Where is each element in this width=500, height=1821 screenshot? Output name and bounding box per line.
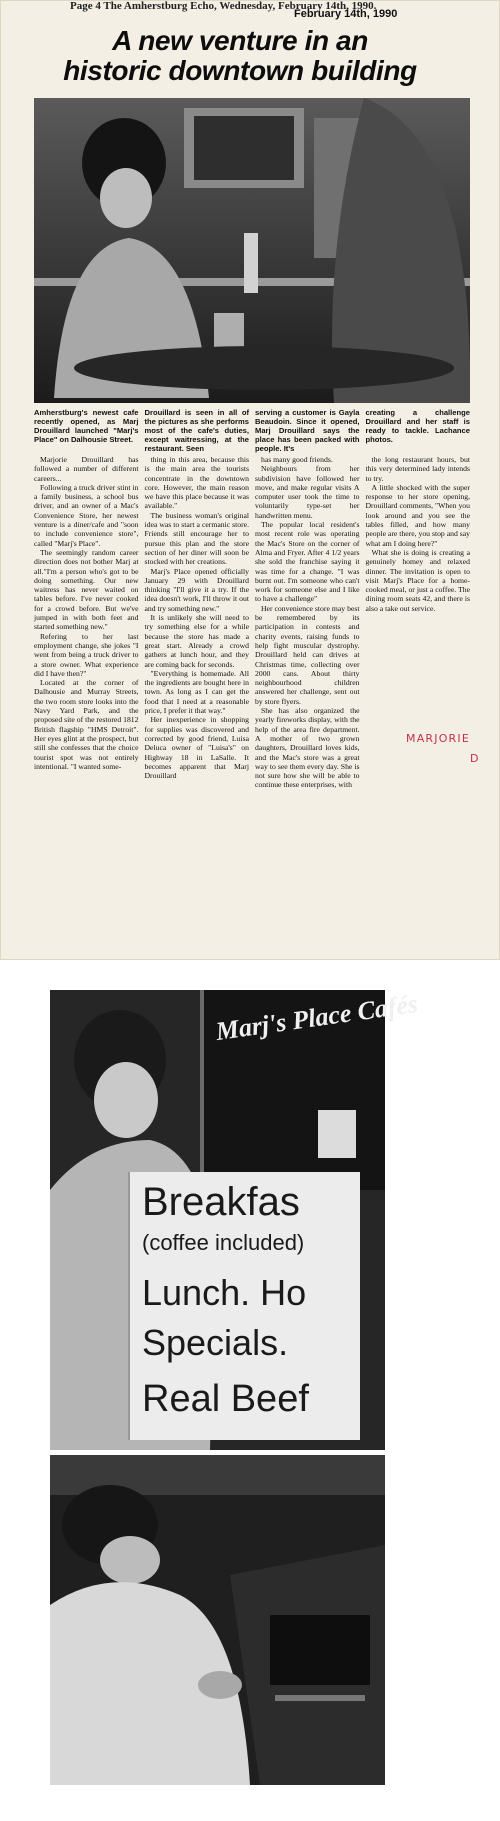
article-paragraph: Her convenience store may best be remembered by its participation in contests and charity events, raising funds to help fight muscular dystrophy. Drouillard held can drives at Christmas time, collecting over 2000 cans. About thirty neighbourhood children answered her challenge, sent out by store flyers. bbox=[255, 603, 360, 706]
menu-board bbox=[128, 1172, 360, 1440]
headline-line-1: A new venture in an bbox=[112, 25, 368, 56]
article-headline bbox=[0, 26, 480, 86]
article-paragraph: The business woman's original idea was to start a cermanic store. Friends still encourage her to pursue this plan and the store section of her diner will soon be stocked with her creations. bbox=[144, 510, 249, 567]
article-paragraph: has many good friends. bbox=[261, 455, 333, 464]
menu-board-line: Real Beef bbox=[142, 1378, 309, 1420]
margin-handwritten-note: D bbox=[470, 752, 480, 765]
article-body bbox=[34, 455, 470, 790]
article-paragraph: A little shocked with the super response to her store opening, Drouillard comments, "When you look around and you see the tables filled, and how many people are there, you stop and say what am I doing here?" bbox=[365, 482, 470, 548]
caption-column: serving a customer is Gayla Beaudoin. Since it opened, Marj Drouillard says the place has been packed with people. It's bbox=[255, 408, 360, 453]
caption-column: Amherstburg's newest cafe recently opened, as Marj Drouillard launched "Marj's Place" on Dalhousie Street. bbox=[34, 408, 139, 444]
article-paragraph: The popular local resident's most recent role was operating the Mac's Store on the corner of Alma and Fryer. After 4 1/2 years she sold the franchise saying it was time for a change. "I was burnt out. I'm someone who can't work for someone else and I like to have a challenge" bbox=[255, 520, 360, 604]
article-paragraph: Marjorie Drouillard has followed a number of different careers... bbox=[34, 455, 139, 483]
article-paragraph: What she is doing is creating a genuinely homey and relaxed dinner. The invitation is open to visit Marj's Place for a home-cooked meal, or just a coffee. The dining room seats 42, and there is also a take out service. bbox=[365, 547, 470, 613]
article-paragraph: Neighbours from her subdivision have followed her move, and make regular visits A computer user took the time to voluntarily type-set her handwritten menu. bbox=[255, 464, 360, 520]
article-paragraph: Marj's Place opened officially January 29 with Drouillard thinking "I'll give it a try. If the idea doesn't work, I'll throw it out and try something new." bbox=[144, 566, 249, 613]
article-paragraph: The seemingly random career direction does not bother Marj at all."I'm a person who's got to be doing something. Our new waitress has never waited on tables before. I've never cooked for a crowd before. But we've jumped in with both feet and started something new." bbox=[34, 547, 139, 632]
article-paragraph: Refering to her last employment change, she jokes "I went from being a truck driver to a store owner. What experience did I have then?" bbox=[34, 631, 139, 678]
caption-column: creating a challenge Drouillard and her staff is ready to tackle. Lachance photos. bbox=[365, 408, 470, 444]
article-paragraph: Her inexperience in shopping for supplies was discovered and corrected by good friend, Luisa Deluca owner of "Luisa's" on Highway 18 in LaSalle. It becomes apparent that Marj Drouillard bbox=[144, 715, 249, 781]
article-paragraph: Located at the corner of Dalhousie and Murray Streets, the two room store looks into the Navy Yard Park, and the proposed site of the restored 1812 British flagship "HMS Detroit". Her eyes glint at the prospect, but still she confesses that the choice tourist spot was not entirely intentional. "I wanted some- bbox=[34, 678, 139, 771]
page-folio: Page 4 The Amherstburg Echo, Wednesday, February 14th, 1990. bbox=[70, 0, 377, 12]
date-stamp: February 14th, 1990 bbox=[294, 8, 398, 20]
article-column-3 bbox=[255, 455, 360, 790]
caption-column: Drouillard is seen in all of the pictures as she performs most of the cafe's duties, except waitressing, at the restaurant. Seen bbox=[144, 408, 249, 453]
menu-board-line: Specials. bbox=[142, 1322, 289, 1363]
article-paragraph: Following a truck driver stint in a family business, a school bus driver, and an owner of a Mac's Convenience Store, her newest venture is a diner/cafe and "soon to include convenience store", called "Marj's Place". bbox=[34, 482, 139, 548]
article-paragraph: "Everything is homemade. All the ingredients are bought here in town. As long as I can get the food that I need at a reasonable price, I prefer it that way." bbox=[144, 668, 249, 716]
article-paragraph: It is unlikely she will need to try something else for a while because the store has made a great start. Already a crowd gathers at lunch hour, and they are coming back for seconds. bbox=[144, 613, 249, 669]
kitchen-photo bbox=[50, 1455, 385, 1785]
window-lettering: Marj's Place Cafés bbox=[213, 988, 420, 1047]
article-paragraph: the long restaurant hours, but this very determined lady intends to try. bbox=[365, 455, 470, 483]
article-column-1 bbox=[34, 455, 139, 790]
menu-board-line: (coffee included) bbox=[142, 1230, 305, 1255]
article-paragraph: She has also organized the yearly fireworks display, with the help of the area fire department. A mother of two grown daughters, Drouillard loves kids, and the Mac's store was a great way to see them every day. She is not sure how she will be able to continue these enterprises, with bbox=[255, 706, 360, 790]
margin-handwritten-note: MARJORIE bbox=[406, 732, 470, 745]
headline-line-2: historic downtown building bbox=[63, 55, 417, 86]
photo-caption bbox=[34, 408, 470, 453]
article-column-2 bbox=[145, 455, 250, 790]
menu-board-line: Lunch. Ho bbox=[142, 1272, 307, 1313]
menu-board-line: Breakfas bbox=[142, 1180, 300, 1224]
cafe-interior-photo bbox=[34, 98, 470, 403]
article-paragraph: thing in this area, because this is the main area the tourists concentrate in the downtown core. However, the main reason we have this place because it was available." bbox=[144, 455, 249, 511]
